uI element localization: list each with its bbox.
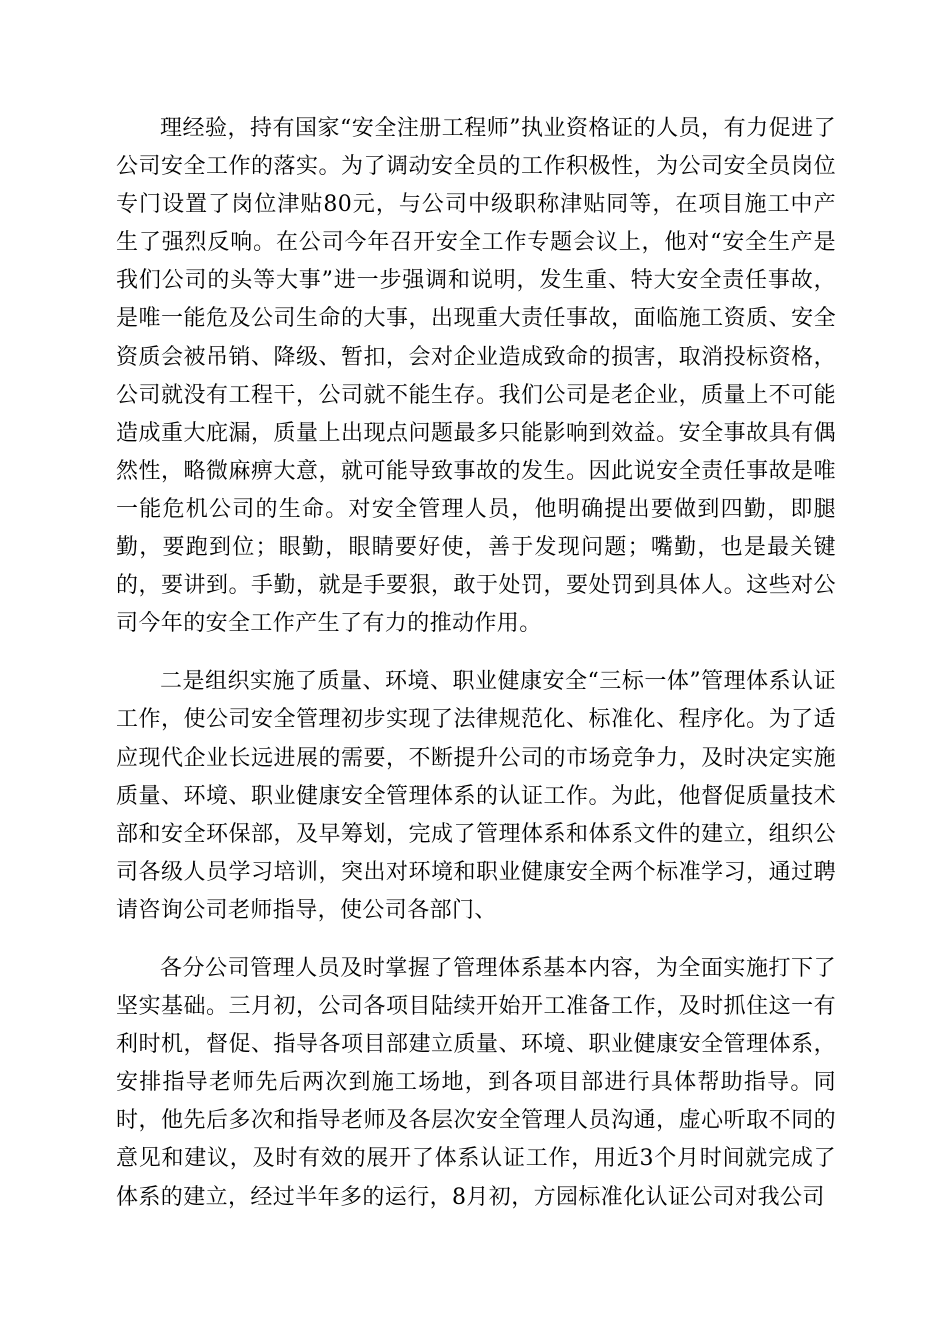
paragraph-system-certification: 二是组织实施了质量、环境、职业健康安全“三标一体”管理体系认证工作，使公司安全管理初步实现了法律规范化、标准化、程序化。为了适应现代企业长远进展的需要，不断提升公司的市场竞争力，及时决定实施质量、环境、职业健康安全管理体系的认证工作。为此，他督促质量技术部和安全环保部，及早筹划，完成了管理体系和体系文件的建立，组织公司各级人员学习培训，突出对环境和职业健康安全两个标准学习，通过聘请咨询公司老师指导，使公司各部门、 — [116, 669, 836, 923]
paragraph-certification-progress: 各分公司管理人员及时掌握了管理体系基本内容，为全面实施打下了坚实基础。三月初，公司各项目陆续开始开工准备工作，及时抓住这一有利时机，督促、指导各项目部建立质量、环境、职业健康安全管理体系，安排指导老师先后两次到施工场地，到各项目部进行具体帮助指导。同时，他先后多次和指导老师及各层次安全管理人员沟通，虚心听取不同的意见和建议，及时有效的展开了体系认证工作，用近3个月时间就完成了体系的建立，经过半年多的运行，8月初，方园标准化认证公司对我公司 — [116, 955, 836, 1210]
paragraph-safety-management: 理经验，持有国家“安全注册工程师”执业资格证的人员，有力促进了公司安全工作的落实。为了调动安全员的工作积极性，为公司安全员岗位专门设置了岗位津贴80元，与公司中级职称津贴同等，在项目施工中产生了强烈反响。在公司今年召开安全工作专题会议上，他对“安全生产是我们公司的头等大事”进一步强调和说明，发生重、特大安全责任事故，是唯一能危及公司生命的大事，出现重大责任事故，面临施工资质、安全资质会被吊销、降级、暂扣，会对企业造成致命的损害，取消投标资格，公司就没有工程干，公司就不能生存。我们公司是老企业，质量上不可能造成重大庇漏，质量上出现点问题最多只能影响到效益。安全事故具有偶然性，略微麻痹大意，就可能导致事故的发生。因此说安全责任事故是唯一能危机公司的生命。对安全管理人员，他明确提出要做到四勤，即腿勤，要跑到位；眼勤，眼睛要好使，善于发现问题；嘴勤，也是最关键的，要讲到。手勤，就是手要狠，敢于处罚，要处罚到具体人。这些对公司今年的安全工作产生了有力的推动作用。 — [116, 116, 836, 637]
document-body — [116, 110, 836, 1237]
